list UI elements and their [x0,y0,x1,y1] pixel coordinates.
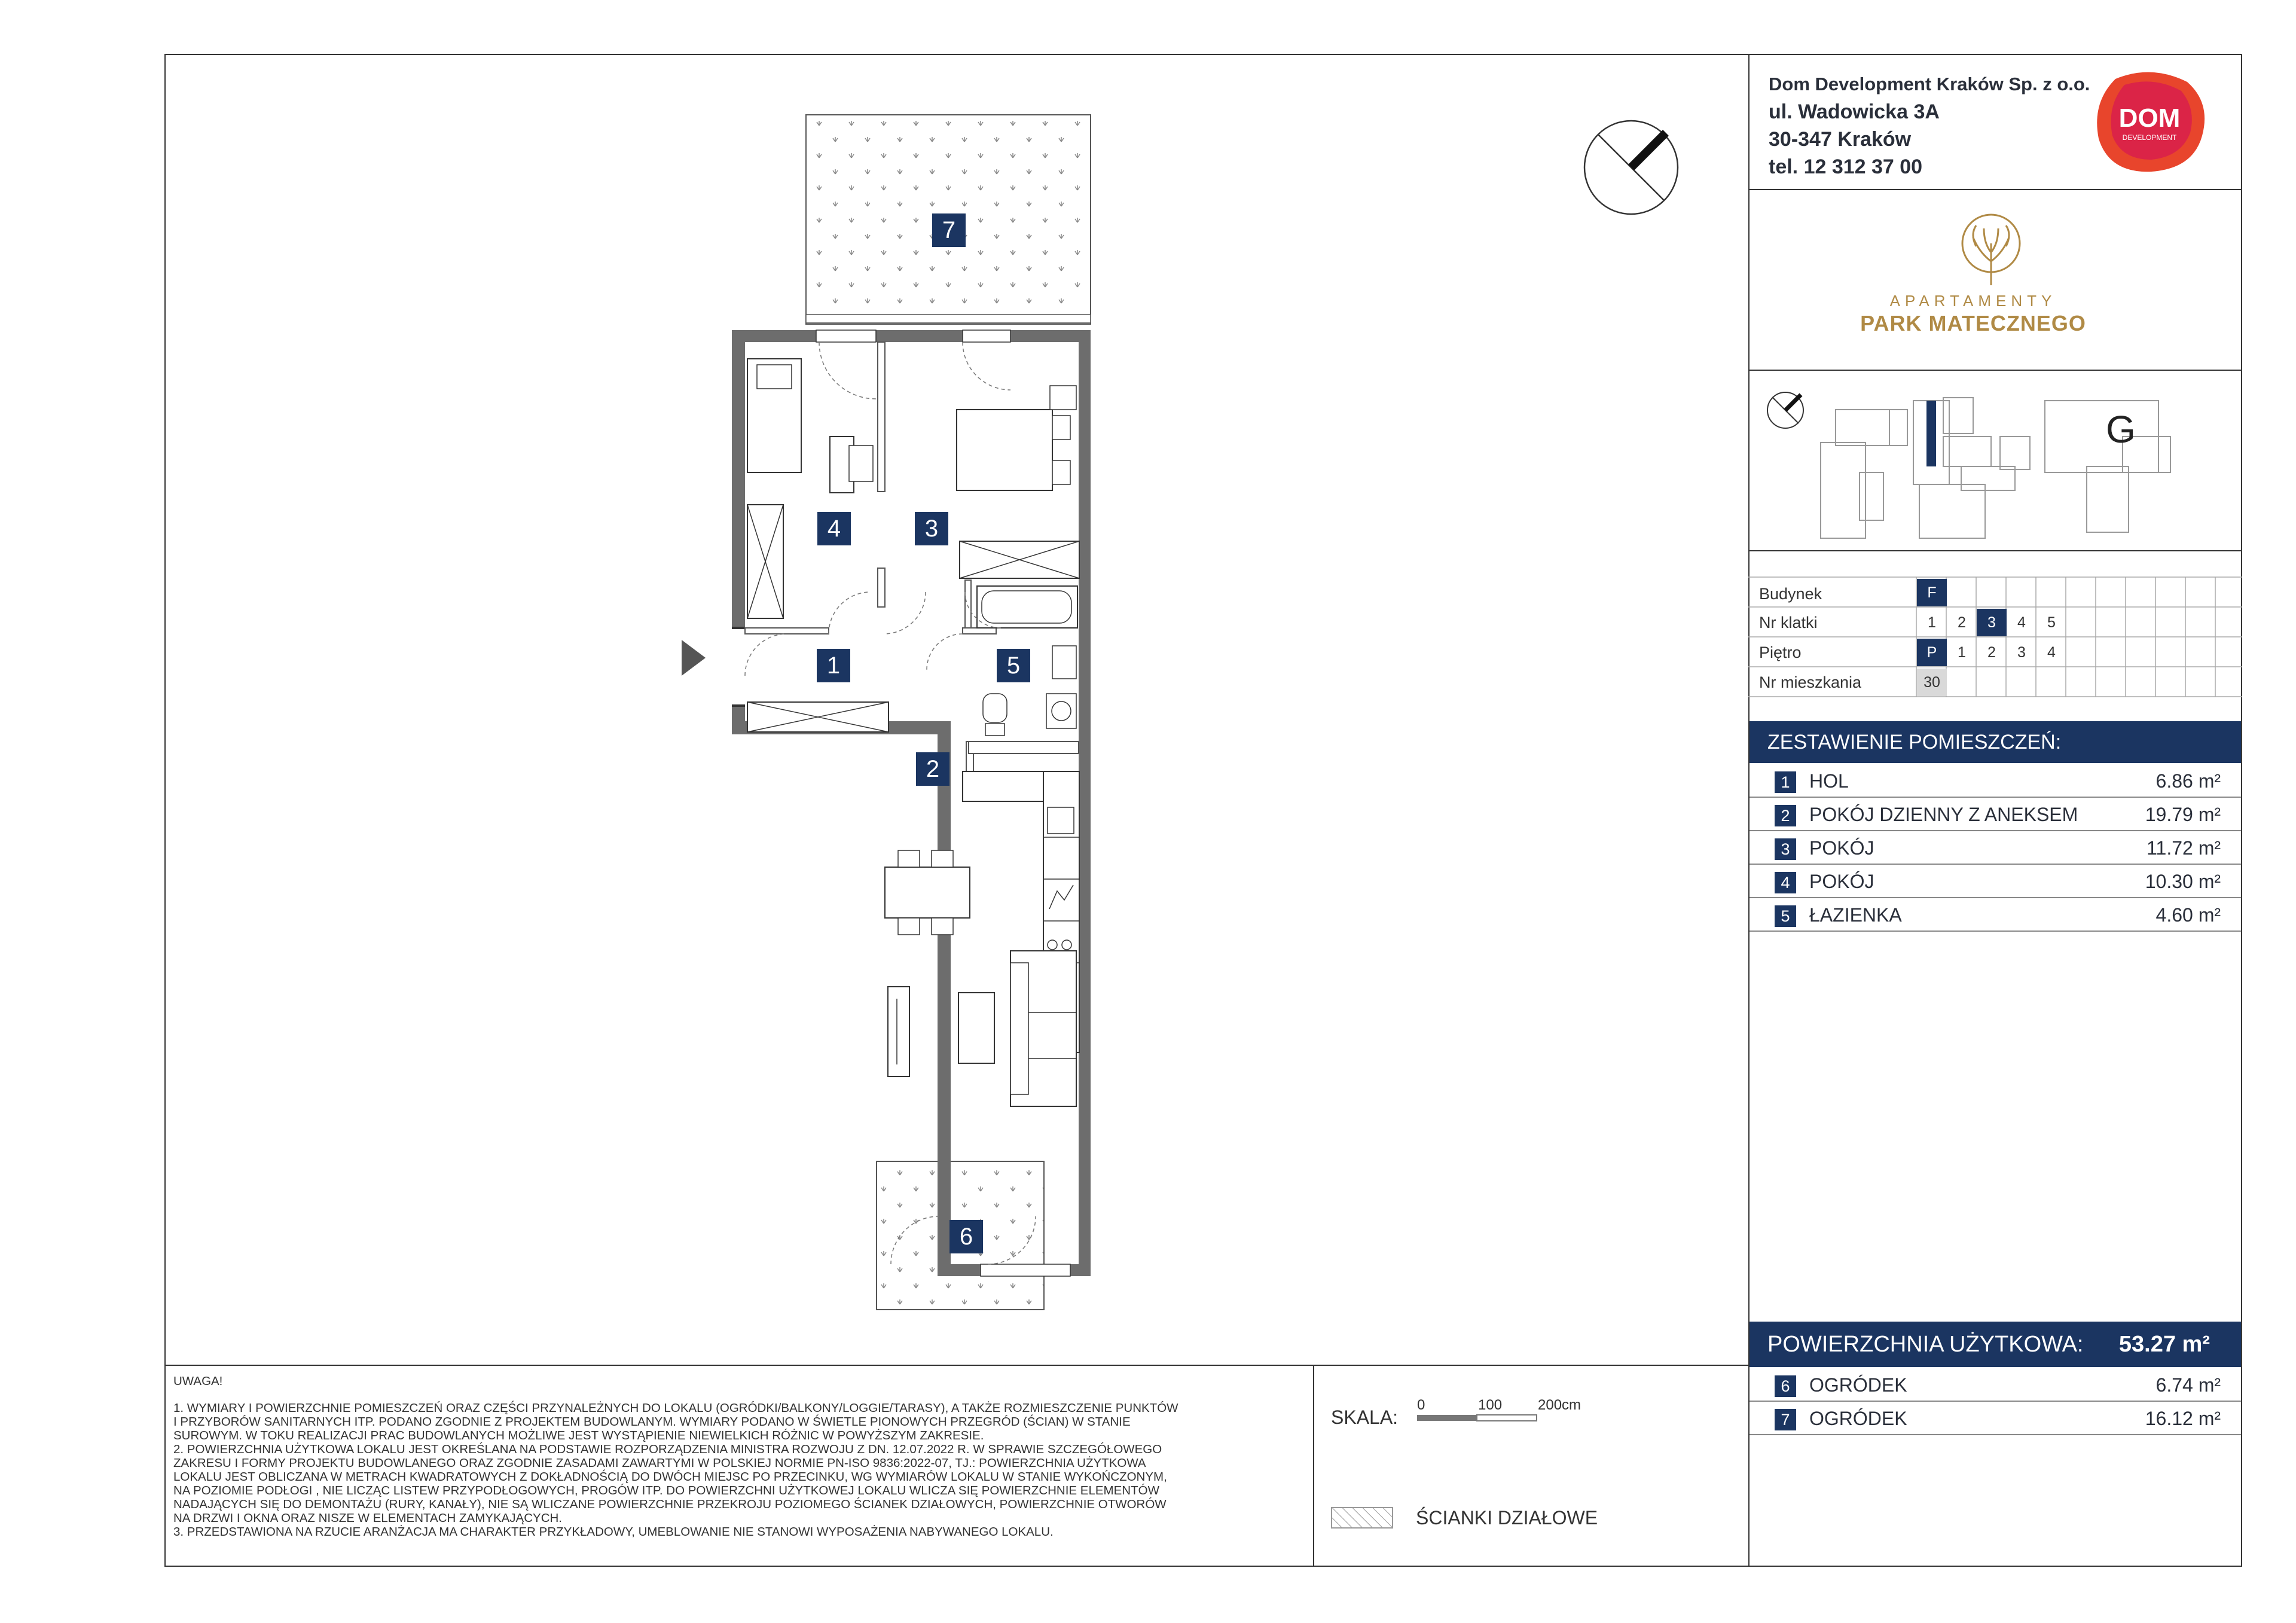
room-area: 6.86 m² [2155,770,2221,792]
extra-number: 6 [1775,1375,1796,1397]
panel-line [1748,189,2242,190]
company-city: 30-347 Kraków [1769,128,1912,151]
scale-tick-0: 0 [1417,1397,1425,1413]
note-line: NADAJĄCYCH SIĘ DO DEMONTAŻU (RURY, KANAŁY), NIE SĄ WLICZANE POWIERZCHNIE PRZEKROJU POZIOMEGO ŚCIANEK DZIAŁOWYCH, POWIERZCHNIE OTWORÓW [173,1497,1167,1511]
scale-tick-200: 200cm [1538,1397,1581,1413]
note-line: 1. WYMIARY I POWIERZCHNIE POMIESZCZEŃ ORAZ CZĘŚCI PRZYNALEŻNYCH DO LOKALU (OGRÓDKI/BALKONY/LOGGIE/TARASY), A TAKŻE ROZMIESZCZENIE PUNKTÓW [173,1401,1178,1415]
pietro-cell: 4 [2047,643,2056,661]
hatch-legend-icon [1331,1507,1393,1529]
room-number: 1 [1775,771,1796,793]
budynek-cell: F [1917,579,1947,606]
logo-subtext: DEVELOPMENT [2122,133,2177,142]
plan-label-3: 3 [915,512,948,545]
mieszkanie-cell: 30 [1917,669,1947,696]
notes [173,1374,1292,1539]
room-number: 2 [1775,805,1796,826]
brand-line2: PARK MATECZNEGO [1860,311,2086,335]
building-letter: G [2106,408,2136,451]
room-number: 4 [1775,872,1796,893]
extra-row [1750,1368,2241,1402]
dom-development-logo [2092,67,2208,175]
room-name: ŁAZIENKA [1809,904,1902,926]
note-line: 2. POWIERZCHNIA UŻYTKOWA LOKALU JEST OKREŚLANA NA PODSTAWIE ROZPORZĄDZENIA MINISTRA ROZWOJU Z DN. 12.07.2022 R. W SPRAWIE SZCZEGÓŁOWEGO [173,1442,1162,1456]
klatka-cell: 1 [1928,614,1936,631]
floor-plan [682,114,1112,1322]
room-number: 5 [1775,905,1796,927]
pietro-label: Piętro [1759,643,1802,661]
room-row [1750,898,2241,932]
notes-divider [164,1365,1750,1366]
company-phone: tel. 12 312 37 00 [1769,155,1923,178]
note-line: SUROWYM. W TOKU REALIZACJI PRAC BUDOWLANYCH MOŻLIWE JEST WYSTĄPIENIE NIEWIELKICH RÓŻNIC W POWYŻSZYM ZAKRESIE. [173,1429,984,1442]
room-area: 10.30 m² [2145,871,2221,892]
note-line: NA DRZWI I OKNA ORAZ NISZE W ELEMENTACH ZAMYKAJĄCYCH. [173,1511,562,1525]
usable-area-value: 53.27 m² [2118,1331,2210,1357]
scale-tick-100: 100 [1478,1397,1503,1413]
room-area: 11.72 m² [2147,837,2221,859]
mieszkanie-label: Nr mieszkania [1759,673,1862,691]
room-row [1750,764,2241,798]
rooms-header: ZESTAWIENIE POMIESZCZEŃ: [1750,721,2241,763]
scale-divider [1313,1365,1314,1567]
note-line: LOKALU JEST OBLICZANA W METRACH KWADRATOWYCH Z DOKŁADNOŚCIĄ DO DWÓCH MIEJSC PO PRZECINKU, WG WYMIARÓW LOKALU W STANIE WYKOŃCZONYM, [173,1470,1167,1484]
extra-number: 7 [1775,1409,1796,1430]
klatka-cell: 5 [2047,614,2056,631]
note-line: 3. PRZEDSTAWIONA NA RZUCIE ARANŻACJA MA CHARAKTER PRZYKŁADOWY, UMEBLOWANIE NIE STANOWI WYPOSAŻENIA NABYWANEGO LOKALU. [173,1525,1054,1539]
pietro-cell-selected: P [1917,639,1947,666]
extra-name: OGRÓDEK [1809,1408,1907,1429]
usable-area-label: POWIERZCHNIA UŻYTKOWA: [1767,1331,2084,1357]
compass-icon [1583,120,1679,215]
tree-logo-icon [1955,210,2027,288]
klatka-label: Nr klatki [1759,614,1818,631]
room-row [1750,798,2241,831]
pietro-cell: 2 [1987,643,1996,661]
room-area: 4.60 m² [2155,904,2221,926]
room-row [1750,865,2241,898]
company-name: Dom Development Kraków Sp. z o.o. [1769,74,2090,94]
plan-label-5: 5 [997,649,1030,682]
room-name: POKÓJ [1809,871,1874,892]
extra-name: OGRÓDEK [1809,1374,1907,1396]
company-info [1769,71,2090,181]
extra-row [1750,1402,2241,1435]
usable-area-bar [1750,1322,2241,1367]
pietro-cell: 3 [2017,643,2026,661]
room-name: POKÓJ [1809,837,1874,859]
scale-bar [1417,1415,1537,1422]
plan-label-6: 6 [949,1220,983,1253]
room-name: HOL [1809,770,1849,792]
compass-small-icon [1767,392,1803,428]
klatka-cell: 4 [2017,614,2026,631]
room-name: POKÓJ DZIENNY Z ANEKSEM [1809,804,2078,825]
brand-line1: APARTAMENTY [1889,292,2057,310]
notes-title: UWAGA! [173,1374,223,1388]
plan-label-4: 4 [817,512,851,545]
klatka-cell: 2 [1958,614,1966,631]
budynek-label: Budynek [1759,585,1822,603]
plan-label-1: 1 [817,649,850,682]
room-area: 19.79 m² [2145,804,2221,825]
note-line: ZAKRESU I FORMY PROJEKTU BUDOWLANEGO ORAZ ZGODNIE ZASADAMI ZAWARTYMI W POLSKIEJ NORMIE PN-ISO 9836:2022-07, TJ.: POWIERZCHNIA UŻYTKOWA [173,1456,1146,1470]
plan-label-7: 7 [932,213,966,247]
key-plan [1764,383,2230,538]
note-line: I PRZYBORÓW SANITARNYCH ITP. PODANO ZGODNIE Z PROJEKTEM BUDOWLANYM. WYMIARY PODANO W ŚWIETLE PIONOWYCH PRZEGRÓD (ŚCIAN) W STANIE [173,1415,1131,1429]
company-street: ul. Wadowicka 3A [1769,100,1940,123]
klatka-cell-selected: 3 [1977,609,2007,636]
plan-label-2: 2 [916,752,949,786]
panel-line [1748,370,2242,371]
room-row [1750,831,2241,865]
pietro-cell: 1 [1958,643,1966,661]
logo-text: DOM [2118,103,2181,133]
note-line: NA POZIOMIE PODŁOGI , NIE LICZĄC LISTEW PRZYPODŁOGOWYCH, PROGÓW ITP. DO POWIERZCHNI UŻYTKOWEJ LOKALU WLICZA SIĘ POWIERZCHNIE ELEMENTÓW [173,1484,1159,1497]
entrance-arrow-icon [682,640,706,676]
extra-area: 6.74 m² [2155,1374,2221,1396]
extra-area: 16.12 m² [2145,1408,2221,1429]
legend-scianki: ŚCIANKI DZIAŁOWE [1416,1507,1598,1529]
panel-line [1748,550,2242,551]
scale-label: SKALA: [1331,1407,1399,1428]
room-number: 3 [1775,838,1796,860]
